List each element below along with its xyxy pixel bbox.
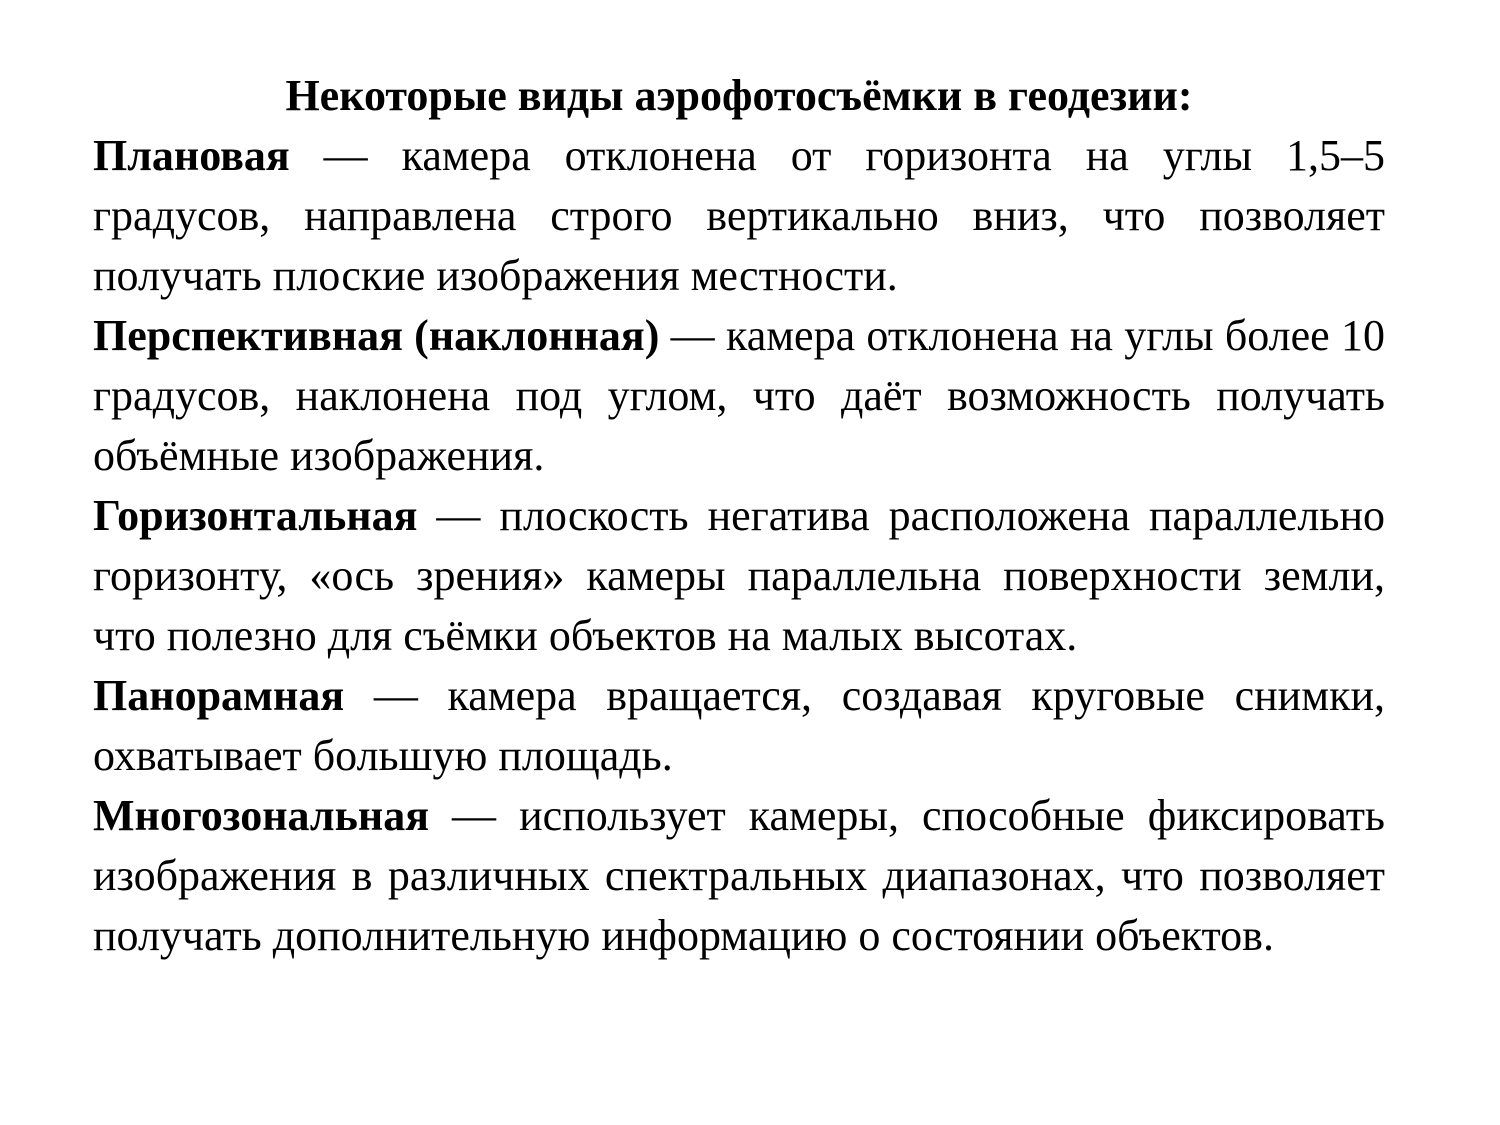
list-item-perspektivnaya <box>93 306 1385 486</box>
list-item-planovaya <box>93 126 1385 306</box>
slide-content <box>93 66 1385 966</box>
item-term: Плановая <box>93 131 290 180</box>
page-title: Некоторые виды аэрофотосъёмки в геодезии: <box>285 71 1193 120</box>
item-term: Панорамная <box>93 671 345 720</box>
item-description: — камера вращается, создавая круговые снимки, охватывает большую площадь. <box>93 671 1385 780</box>
list-item-mnogozonalnaya <box>93 786 1385 966</box>
list-item-gorizontalnaya <box>93 486 1385 666</box>
item-term: Перспективная (наклонная) <box>93 311 660 360</box>
item-term: Многозональная <box>93 791 430 840</box>
item-description: — камера отклонена на углы более 10 градусов, наклонена под углом, что даёт возможность получать объёмные изображения. <box>93 311 1385 480</box>
item-description: — камера отклонена от горизонта на углы 1,5–5 градусов, направлена строго вертикально вниз, что позволяет получать плоские изображения местности. <box>93 131 1385 300</box>
item-term: Горизонтальная <box>93 491 418 540</box>
item-description: — использует камеры, способные фиксировать изображения в различных спектральных диапазонах, что позволяет получать дополнительную информацию о состоянии объектов. <box>93 791 1385 960</box>
list-item-panoramnaya <box>93 666 1385 786</box>
item-description: — плоскость негатива расположена параллельно горизонту, «ось зрения» камеры параллельна поверхности земли, что полезно для съёмки объектов на малых высотах. <box>93 491 1385 660</box>
